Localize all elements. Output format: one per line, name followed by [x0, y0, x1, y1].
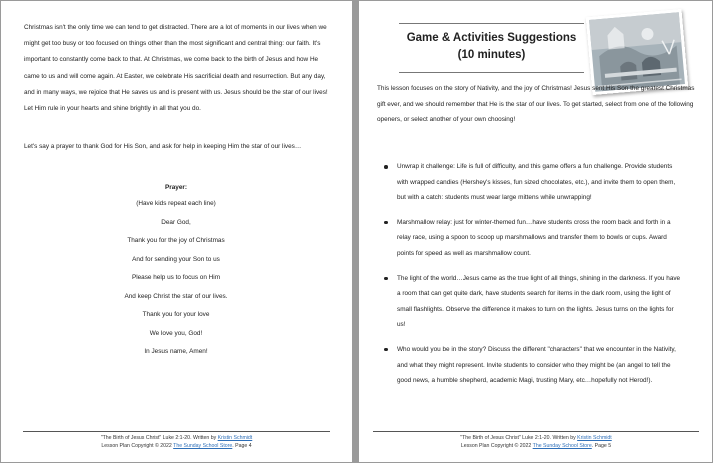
bullet-icon — [384, 165, 388, 169]
section-title — [399, 23, 584, 73]
footer-citation: "The Birth of Jesus Christ" Luke 2:1-20. Written by — [460, 435, 578, 441]
title-line-1: Game & Activities Suggestions — [406, 32, 577, 44]
prayer-line: (Have kids repeat each line) — [136, 200, 216, 207]
activity-text: Who would you be in the story? Discuss the different "characters" that we encounter in the Nativity, and what they might represent. Invite students to consider who they might be (an angel to tell the good news, a humble shepherd, academic Magi, trusting Mary, etc…hopefully not Herod!). — [397, 345, 676, 385]
prayer-line: Dear God, — [161, 218, 191, 226]
list-item — [383, 159, 683, 206]
left-paragraph-2 — [24, 139, 329, 155]
prayer-line: In Jesus name, Amen! — [144, 348, 208, 355]
activity-list — [383, 159, 683, 398]
footer-divider — [373, 431, 699, 432]
title-line-2: (10 minutes) — [457, 49, 526, 61]
intro-paragraph — [377, 81, 697, 128]
left-paragraph-1 — [24, 20, 329, 117]
prayer-line: Please help us to focus on Him — [131, 274, 221, 281]
prayer-line: And keep Christ the star of our lives. — [124, 292, 228, 300]
page-number: . Page 5 — [591, 443, 612, 449]
prayer-line: Thank you for your love — [142, 311, 210, 318]
list-item — [383, 215, 683, 262]
activity-text: The light of the world…Jesus came as the true light of all things, shining in the darkness. If you have a room that can get quite dark, have students search for items in the dark room, using the light of small flashlights. Observe the difference it makes to turn on the lights. Jesus turns on the lights for us! — [397, 274, 681, 329]
list-item — [383, 271, 683, 333]
activity-text: Marshmallow relay: just for winter-themed fun…have students cross the room back and forth in a relay race, using a spoon to scoop up marshmallows and transfer them to bowls or cups. Award points for speed as well as marshmallow count. — [397, 218, 671, 257]
bullet-icon — [384, 221, 388, 225]
left-page — [1, 1, 352, 462]
bullet-icon — [384, 277, 388, 281]
prayer-line: We love you, God! — [149, 329, 203, 337]
left-footer — [23, 434, 330, 450]
activity-text: Unwrap it challenge: Life is full of difficulty, and this game offers a fun challenge. Provide students with wrapped candies (Hershey's kisses, fun sized chocolates, etc.), and invite them to open them, but with a catch: students must wear large mittens while unwrapping! — [397, 163, 676, 202]
prayer-block — [61, 181, 291, 362]
store-link[interactable]: The Sunday School Store — [173, 443, 233, 449]
footer-citation: "The Birth of Jesus Christ" Luke 2:1-20. Written by — [100, 435, 218, 441]
paragraph-text: Let's say a prayer to thank God for His Son, and ask for help in keeping Him the star of our lives… — [24, 143, 302, 150]
paragraph-text: This lesson focuses on the story of Nativity, and the joy of Christmas! Jesus sent His Son the greatest Christmas gift ever, and we should remember that He is the star of our lives. To get started, select from one of the following openers, or select another of your own choosing! — [377, 85, 695, 124]
store-link[interactable]: The Sunday School Store — [532, 443, 592, 449]
right-footer — [373, 434, 699, 450]
list-item — [383, 342, 683, 389]
paragraph-text: Christmas isn't the only time we can tend to get distracted. There are a lot of moments in our lives when we might get too busy or too focused on things other than the most significant and central thing: our faith. It's important to constantly come back to that. At Christmas, we come back to the birth of Jesus and how He came to us and will come again. At Easter, we celebrate His sacrificial death and resurrection. But any day, and in many ways, we rejoice that He saves us and is present with us. Jesus should be the star of our lives! Let Him rule in your hearts and shine brightly in all that you do. — [24, 24, 328, 113]
page-number: . Page 4 — [232, 443, 252, 449]
right-page — [359, 1, 712, 462]
prayer-line: Thank you for the joy of Christmas — [127, 237, 225, 244]
footer-copyright: Lesson Plan Copyright © 2022 — [101, 443, 174, 449]
author-link[interactable]: Kristin Schmidt — [577, 435, 612, 441]
prayer-title: Prayer: — [164, 184, 188, 191]
bullet-icon — [384, 348, 388, 352]
author-link[interactable]: Kristin Schmidt — [217, 435, 253, 441]
prayer-line: And for sending your Son to us — [132, 255, 220, 263]
footer-copyright: Lesson Plan Copyright © 2022 — [460, 443, 533, 449]
footer-divider — [23, 431, 330, 432]
